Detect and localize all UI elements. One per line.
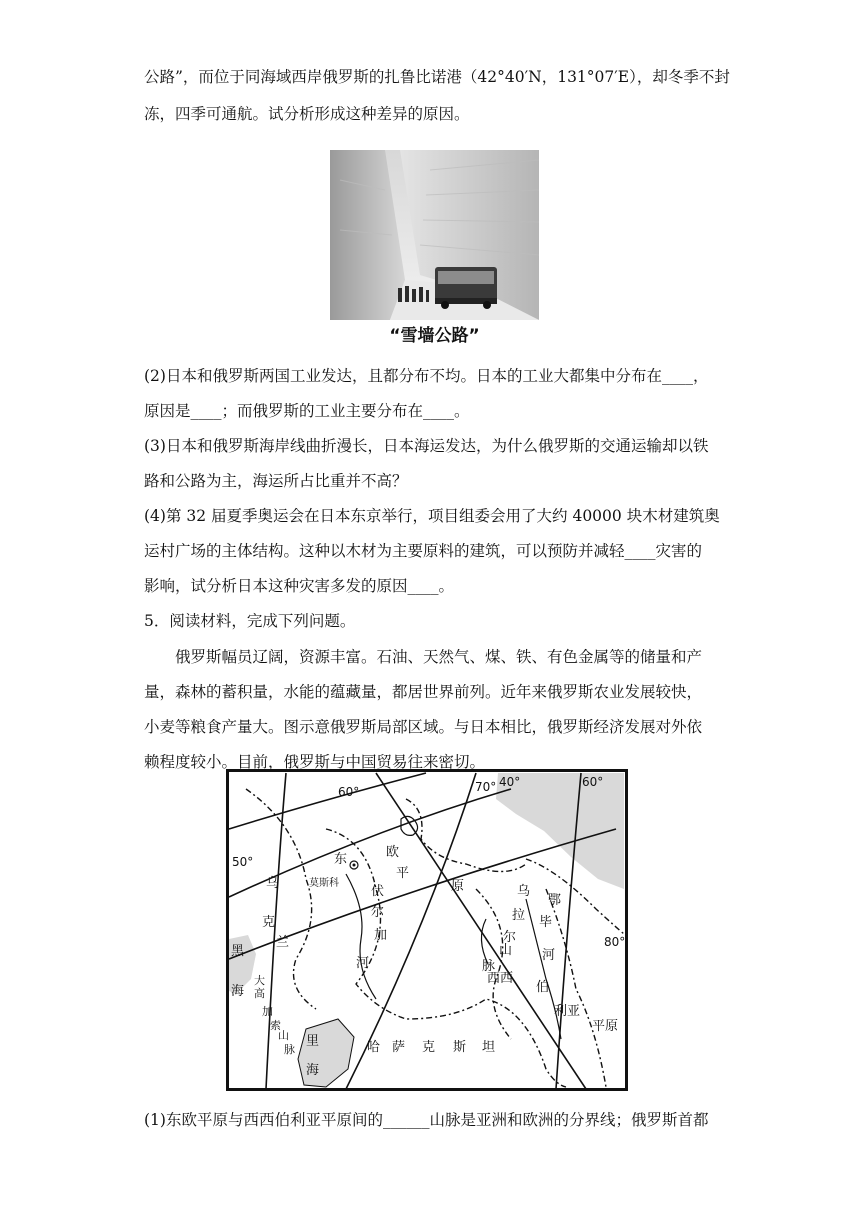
map-label: 莫斯科: [309, 878, 339, 889]
text-line: 公路”，而位于同海域西岸俄罗斯的扎鲁比诺港（42°40′N，131°07′E），却冬季不封: [144, 68, 730, 86]
map-label: 山: [499, 943, 513, 958]
map-label: 尔: [371, 905, 385, 920]
map-degree-label: 40°: [499, 775, 521, 789]
map-label: 克: [262, 915, 276, 930]
map-label: 海: [306, 1063, 320, 1078]
text-line: 小麦等粮食产量大。图示意俄罗斯局部区域。与日本相比，俄罗斯经济发展对外依: [144, 718, 703, 736]
text-line: (2)日本和俄罗斯两国工业发达，且都分布不均。日本的工业大都集中分布在____，: [144, 367, 709, 385]
map-degree-label: 50°: [232, 855, 254, 869]
text-line: 运村广场的主体结构。这种以木材为主要原料的建筑，可以预防并减轻____灾害的: [144, 542, 703, 560]
map-label: 大: [254, 974, 265, 987]
photo-caption: “雪墙公路”: [389, 326, 480, 346]
map-degree-label: 70°: [475, 780, 497, 794]
map-label: 兰: [276, 935, 290, 950]
map-label: 河: [356, 956, 370, 971]
map-label: 加: [374, 928, 388, 943]
map-label: 鄂: [548, 893, 562, 908]
map-label: 尔: [503, 930, 517, 945]
map-label: 加: [262, 1005, 273, 1018]
russia-region-map: [226, 769, 628, 1091]
map-label: 克: [422, 1040, 436, 1055]
map-label: 黑: [231, 944, 245, 959]
map-label: 原: [451, 879, 465, 894]
text-line: 俄罗斯幅员辽阔，资源丰富。石油、天然气、煤、铁、有色金属等的储量和产: [175, 648, 703, 666]
map-label: 哈: [367, 1040, 381, 1055]
map-label: 伏: [371, 884, 385, 899]
map-label: 斯: [453, 1040, 467, 1055]
map-label: 伯: [536, 980, 550, 995]
map-label: 索: [270, 1019, 281, 1032]
map-label: 海: [231, 984, 245, 999]
text-line: 原因是____；而俄罗斯的工业主要分布在____。: [144, 402, 470, 420]
map-label: 平: [396, 866, 410, 881]
map-degree-label: 60°: [338, 785, 360, 799]
map-label: 乌: [266, 876, 280, 891]
text-line: 冻，四季可通航。试分析形成这种差异的原因。: [144, 105, 470, 123]
map-label: 坦: [482, 1040, 496, 1055]
text-line: 赖程度较小。目前，俄罗斯与中国贸易往来密切。: [144, 753, 486, 771]
map-label: 东: [334, 852, 348, 867]
map-label: 平原: [592, 1019, 619, 1034]
map-label: 里: [306, 1034, 320, 1049]
map-label: 毕: [539, 915, 553, 930]
map-label: 萨: [392, 1040, 406, 1055]
text-line: (1)东欧平原与西西伯利亚平原间的______山脉是亚洲和欧洲的分界线；俄罗斯首都: [144, 1111, 709, 1129]
map-label: 河: [542, 948, 556, 963]
map-label: 脉: [284, 1043, 295, 1056]
map-label: 西西: [487, 971, 514, 986]
map-degree-label: 60°: [582, 775, 604, 789]
map-label: 拉: [512, 908, 526, 923]
text-line: (4)第 32 届夏季奥运会在日本东京举行，项目组委会用了大约 40000 块木材建筑奥: [144, 507, 720, 525]
question-heading: 5．阅读材料，完成下列问题。: [144, 612, 356, 630]
map-label: 高: [254, 987, 265, 1000]
map-label: 山: [278, 1029, 289, 1042]
map-degree-label: 80°: [604, 935, 626, 949]
snow-wall-road-photo: [330, 150, 539, 320]
text-line: 量，森林的蓄积量，水能的蕴藏量，都居世界前列。近年来俄罗斯农业发展较快，: [144, 683, 703, 701]
text-line: 影响，试分析日本这种灾害多发的原因____。: [144, 577, 455, 595]
map-label: 利亚: [554, 1004, 581, 1019]
map-label: 脉: [482, 959, 496, 974]
text-line: (3)日本和俄罗斯海岸线曲折漫长，日本海运发达，为什么俄罗斯的交通运输却以铁: [144, 437, 709, 455]
map-label: 欧: [386, 845, 400, 860]
map-label: 乌: [517, 884, 531, 899]
text-line: 路和公路为主，海运所占比重并不高？: [144, 472, 408, 490]
